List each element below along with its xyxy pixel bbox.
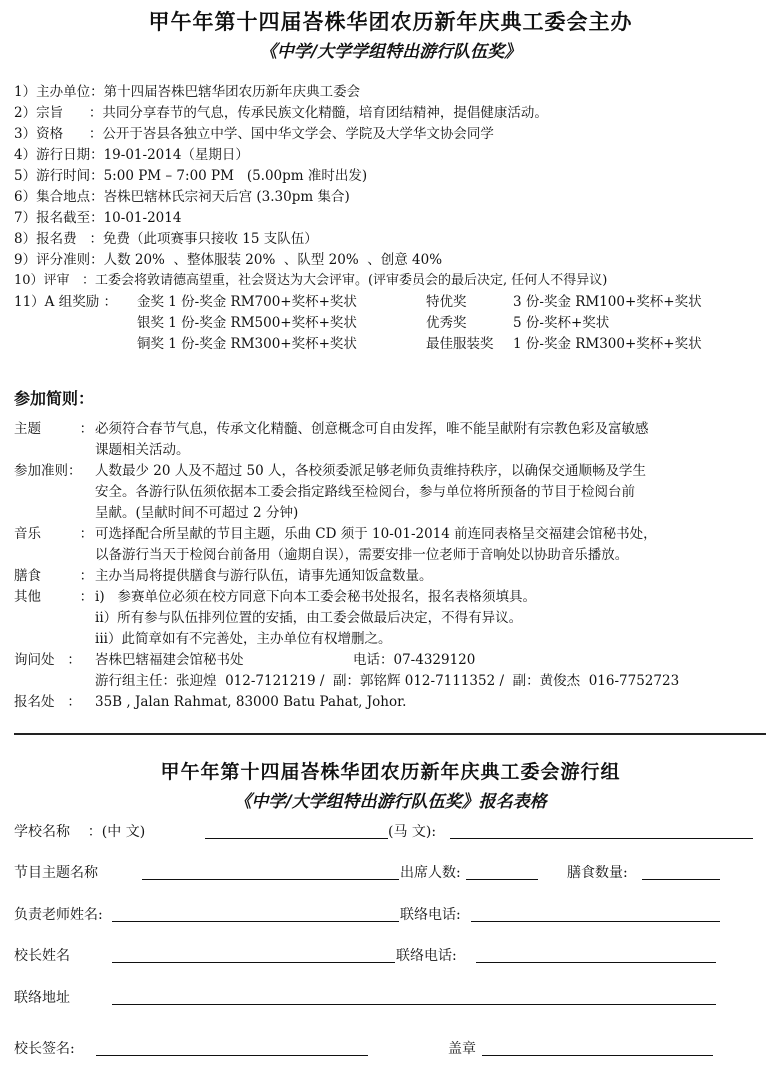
guide-registration-address: 35B , Jalan Rahmat, 83000 Batu Pahat, Johor. <box>95 694 407 710</box>
guide-other-text-1: i) 参赛单位必须在校方同意下向本工委会秘书处报名，报名表格须填具。 <box>95 589 536 605</box>
program-theme-field[interactable] <box>142 879 399 880</box>
stamp-field[interactable] <box>482 1055 713 1056</box>
prize-costume-value: 1 份-奖金 RM300+奖杯+奖状 <box>513 336 702 352</box>
contact-address-field[interactable] <box>112 1004 716 1005</box>
principal-name-label: 校长姓名 <box>14 948 70 964</box>
guide-theme-label: 主题 ： <box>14 421 94 437</box>
rule-scoring-criteria: 9）评分准则：人数 20% 、整体服装 20% 、队型 20% 、创意 40% <box>14 252 443 268</box>
rule-parade-date: 4）游行日期：19-01-2014（星期日） <box>14 147 249 163</box>
school-name-malay-label: (马 文): <box>388 824 437 840</box>
guide-other-text-2: ii）所有参与队伍排列位置的安插，由工委会做最后决定，不得有异议。 <box>95 610 523 626</box>
prize-gold: 金奖 1 份-奖金 RM700+奖杯+奖状 <box>137 294 357 310</box>
guide-heading: 参加简则： <box>14 389 95 408</box>
rule-parade-time: 5）游行时间：5:00 PM – 7:00 PM (5.00pm 准时出发) <box>14 168 368 184</box>
prize-bronze: 铜奖 1 份-奖金 RM300+奖杯+奖状 <box>137 336 357 352</box>
teacher-phone-field[interactable] <box>471 921 720 922</box>
guide-criteria-label: 参加准则： <box>14 463 82 479</box>
school-name-malay-field[interactable] <box>450 838 753 839</box>
guide-music-label: 音乐 ： <box>14 526 94 542</box>
principal-phone-field[interactable] <box>476 962 716 963</box>
document-subtitle: 《中学/大学学组特出游行队伍奖》 <box>259 42 522 62</box>
rule-judging: 10）评审 ：工委会将敦请德高望重，社会贤达为大会评审。(评审委员会的最后决定, 任何人不得异议) <box>14 273 608 288</box>
teacher-name-label: 负责老师姓名: <box>14 907 103 923</box>
program-theme-label: 节目主题名称 <box>14 865 98 881</box>
prize-excellent-value: 5 份-奖杯+奖状 <box>513 315 610 331</box>
school-name-chinese-field[interactable] <box>205 838 388 839</box>
prize-costume-name: 最佳服装奖 <box>426 336 494 352</box>
form-subtitle: 《中学/大学组特出游行队伍奖》报名表格 <box>234 792 547 812</box>
rule-registration-deadline: 7）报名截至：10-01-2014 <box>14 210 182 226</box>
guide-meal-label: 膳食 ： <box>14 568 94 584</box>
rule-eligibility: 3）资格 ：公开于峇县各独立中学、国中华文学会、学院及大学华文协会同学 <box>14 126 494 142</box>
principal-signature-field[interactable] <box>96 1055 368 1056</box>
school-name-label: 学校名称 ：(中 文) <box>14 824 146 840</box>
form-title: 甲午年第十四届峇株华团农历新年庆典工委会游行组 <box>160 761 621 783</box>
guide-criteria-text-3: 呈献。(呈献时间不可超过 2 分钟) <box>95 505 299 521</box>
attendance-label: 出席人数: <box>400 865 461 881</box>
teacher-name-field[interactable] <box>112 921 399 922</box>
rule-objective: 2）宗旨 ：共同分享春节的气息，传承民族文化精髓，培育团结精神，提倡健康活动。 <box>14 105 548 121</box>
document-title: 甲午年第十四届峇株华团农历新年庆典工委会主办 <box>148 9 633 34</box>
guide-inquiry-org: 峇株巴辖福建会馆秘书处 <box>95 652 244 668</box>
prize-special-value: 3 份-奖金 RM100+奖杯+奖状 <box>513 294 702 310</box>
guide-inquiry-phone: 电话：07-4329120 <box>353 652 476 668</box>
prize-excellent-name: 优秀奖 <box>426 315 467 331</box>
rule-organizer: 1）主办单位：第十四届峇株巴辖华团农历新年庆典工委会 <box>14 84 361 100</box>
rule-awards-label: 11）A 组奖励 ： <box>14 294 118 310</box>
guide-inquiry-contacts: 游行组主任：张迎煌 012-7121219 / 副：郭铭辉 012-7111352 / 副：黄俊杰 016-7752723 <box>95 673 680 689</box>
principal-name-field[interactable] <box>112 962 395 963</box>
rule-assembly-place: 6）集合地点：峇株巴辖林氏宗祠天后宫 (3.30pm 集合) <box>14 189 350 205</box>
principal-phone-label: 联络电话: <box>396 948 457 964</box>
guide-meal-text: 主办当局将提供膳食与游行队伍，请事先通知饭盒数量。 <box>95 568 433 584</box>
stamp-label: 盖章 <box>448 1041 476 1057</box>
guide-other-label: 其他 ： <box>14 589 94 605</box>
contact-address-label: 联络地址 <box>14 990 70 1006</box>
guide-music-text-1: 可选择配合所呈献的节目主题，乐曲 CD 须于 10-01-2014 前连同表格呈交福建会馆秘书处， <box>95 526 657 542</box>
guide-criteria-text-2: 安全。各游行队伍须依据本工委会指定路线至检阅台，参与单位将所预备的节目于检阅台前 <box>95 484 635 500</box>
rule-registration-fee: 8）报名费 ：免费（此项赛事只接收 15 支队伍） <box>14 231 318 247</box>
guide-other-text-3: iii）此简章如有不完善处，主办单位有权增删之。 <box>95 631 392 647</box>
prize-special-name: 特优奖 <box>426 294 467 310</box>
guide-theme-text-2: 课题相关活动。 <box>95 442 190 458</box>
guide-criteria-text-1: 人数最少 20 人及不超过 50 人，各校须委派足够老师负责维持秩序，以确保交通顺畅及学生 <box>95 463 647 479</box>
meal-count-label: 膳食数量: <box>567 865 628 881</box>
guide-registration-label: 报名处 ： <box>14 694 81 710</box>
guide-inquiry-label: 询问处 ： <box>14 652 81 668</box>
attendance-field[interactable] <box>466 879 538 880</box>
guide-music-text-2: 以备游行当天于检阅台前备用（逾期自误），需要安排一位老师于音响处以协助音乐播放。 <box>95 547 629 563</box>
section-divider <box>14 733 766 735</box>
prize-silver: 银奖 1 份-奖金 RM500+奖杯+奖状 <box>137 315 357 331</box>
guide-theme-text-1: 必须符合春节气息，传承文化精髓、创意概念可自由发挥，唯不能呈献附有宗教色彩及富敏感 <box>95 421 649 437</box>
teacher-phone-label: 联络电话: <box>400 907 461 923</box>
meal-count-field[interactable] <box>642 879 720 880</box>
principal-signature-label: 校长签名: <box>14 1041 75 1057</box>
